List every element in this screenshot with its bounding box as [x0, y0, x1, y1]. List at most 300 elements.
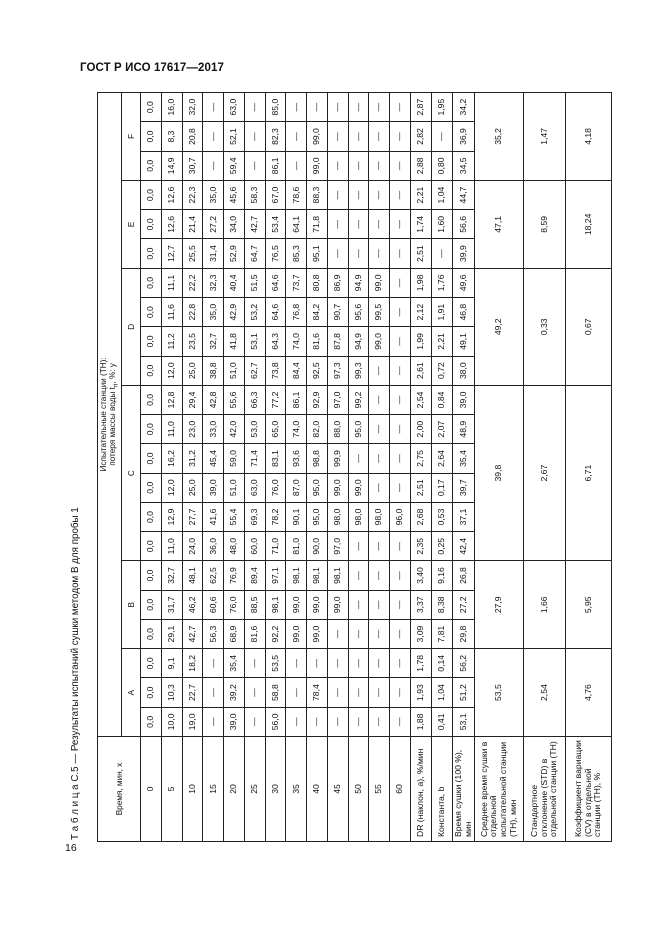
- cv-row-label: Коэффициент вариации (CV) в отдельной станции (TH), %: [566, 737, 612, 842]
- time-label: 10: [182, 737, 203, 842]
- value-cell: 66,3: [244, 385, 265, 414]
- value-cell: 0,0: [141, 590, 162, 619]
- time-row: [327, 92, 348, 841]
- results-table: [97, 92, 612, 842]
- group-header-tail: , %: y: [108, 363, 118, 384]
- constant-row: [431, 92, 452, 841]
- std-row-label: Стандартное отклонение (STD) в отдельной станции (TH): [523, 737, 565, 842]
- station-summary-cell: 8,59: [523, 180, 565, 268]
- mean-drying-row-label: Среднее время сушки в отдельной испытательной станции (TH), мин: [475, 737, 524, 842]
- station-summary-cell: 4,18: [566, 92, 612, 180]
- value-cell: 86,1: [286, 385, 307, 414]
- value-cell: 11,0: [161, 532, 182, 561]
- time-row: [182, 92, 203, 841]
- value-cell: —: [390, 590, 411, 619]
- value-cell: —: [390, 707, 411, 736]
- value-cell: 83,1: [265, 444, 286, 473]
- time-label: 25: [244, 737, 265, 842]
- value-cell: —: [390, 678, 411, 707]
- time-row: [224, 92, 245, 841]
- value-cell: 0,84: [431, 385, 452, 414]
- value-cell: —: [369, 619, 390, 648]
- value-cell: 2,64: [431, 444, 452, 473]
- value-cell: 73,8: [265, 356, 286, 385]
- value-cell: 8,3: [161, 122, 182, 151]
- rotated-table-area: [66, 92, 616, 842]
- station-summary-cell: 0,67: [566, 268, 612, 385]
- dr-row-label: DR (наклон, a), %/мин: [410, 737, 431, 842]
- value-cell: —: [286, 707, 307, 736]
- value-cell: 87,0: [286, 473, 307, 502]
- value-cell: 1,95: [431, 92, 452, 122]
- value-cell: 0,0: [141, 268, 162, 297]
- value-cell: 65,0: [265, 415, 286, 444]
- value-cell: 27,7: [182, 502, 203, 531]
- value-cell: 73,7: [286, 268, 307, 297]
- value-cell: 55,6: [224, 385, 245, 414]
- value-cell: 99,3: [348, 356, 369, 385]
- value-cell: 67,0: [265, 180, 286, 209]
- value-cell: —: [390, 122, 411, 151]
- value-cell: 25,5: [182, 239, 203, 268]
- value-cell: 42,0: [224, 415, 245, 444]
- value-cell: 1,98: [410, 268, 431, 297]
- value-cell: 1,78: [410, 649, 431, 678]
- value-cell: 48,9: [453, 415, 475, 444]
- value-cell: 64,6: [265, 268, 286, 297]
- dr-row: [410, 92, 431, 841]
- value-cell: 2,61: [410, 356, 431, 385]
- value-cell: 2,12: [410, 298, 431, 327]
- value-cell: 9,16: [431, 561, 452, 590]
- value-cell: 99,0: [369, 327, 390, 356]
- value-cell: 39,0: [203, 473, 224, 502]
- value-cell: 58,3: [244, 180, 265, 209]
- value-cell: —: [390, 180, 411, 209]
- value-cell: 0,0: [141, 532, 162, 561]
- value-cell: —: [244, 151, 265, 180]
- value-cell: —: [348, 151, 369, 180]
- value-cell: 32,0: [182, 92, 203, 122]
- value-cell: —: [369, 678, 390, 707]
- value-cell: 64,3: [265, 327, 286, 356]
- value-cell: 42,7: [182, 619, 203, 648]
- drying-time-row-label: Время сушки (100 %), мин: [453, 737, 475, 842]
- value-cell: 86,1: [265, 151, 286, 180]
- time-label: 35: [286, 737, 307, 842]
- value-cell: 12,6: [161, 210, 182, 239]
- value-cell: 0,17: [431, 473, 452, 502]
- value-cell: 99,5: [369, 298, 390, 327]
- value-cell: 39,0: [453, 385, 475, 414]
- value-cell: 98,1: [307, 561, 328, 590]
- value-cell: 56,2: [453, 649, 475, 678]
- value-cell: 98,1: [286, 561, 307, 590]
- value-cell: 9,1: [161, 649, 182, 678]
- value-cell: 2,88: [410, 151, 431, 180]
- value-cell: 68,9: [224, 619, 245, 648]
- value-cell: —: [369, 707, 390, 736]
- value-cell: 27,2: [453, 590, 475, 619]
- station-header-b: B: [122, 561, 141, 649]
- value-cell: —: [369, 415, 390, 444]
- value-cell: 42,9: [224, 298, 245, 327]
- value-cell: —: [390, 473, 411, 502]
- value-cell: 0,0: [141, 444, 162, 473]
- value-cell: 52,9: [224, 239, 245, 268]
- value-cell: —: [307, 92, 328, 122]
- value-cell: 39,7: [453, 473, 475, 502]
- value-cell: 42,4: [453, 532, 475, 561]
- value-cell: 1,60: [431, 210, 452, 239]
- value-cell: 8,38: [431, 590, 452, 619]
- value-cell: —: [369, 356, 390, 385]
- value-cell: 1,99: [410, 327, 431, 356]
- value-cell: —: [327, 122, 348, 151]
- value-cell: 48,0: [224, 532, 245, 561]
- value-cell: 46,8: [453, 298, 475, 327]
- value-cell: 1,04: [431, 678, 452, 707]
- value-cell: 88,3: [307, 180, 328, 209]
- station-header-a: A: [122, 649, 141, 737]
- stations-row: [122, 92, 141, 841]
- value-cell: 99,0: [327, 473, 348, 502]
- value-cell: 0,0: [141, 649, 162, 678]
- value-cell: 14,9: [161, 151, 182, 180]
- time-label: 30: [265, 737, 286, 842]
- value-cell: —: [390, 298, 411, 327]
- value-cell: 0,0: [141, 473, 162, 502]
- value-cell: 85,0: [265, 92, 286, 122]
- time-row: [348, 92, 369, 841]
- value-cell: 99,2: [348, 385, 369, 414]
- value-cell: 11,1: [161, 268, 182, 297]
- value-cell: 22,7: [182, 678, 203, 707]
- value-cell: 92,5: [307, 356, 328, 385]
- value-cell: 38,0: [453, 356, 475, 385]
- value-cell: —: [390, 327, 411, 356]
- time-row: [265, 92, 286, 841]
- value-cell: 49,6: [453, 268, 475, 297]
- value-cell: 12,0: [161, 473, 182, 502]
- value-cell: 1,76: [431, 268, 452, 297]
- station-summary-cell: 53,5: [475, 649, 524, 737]
- group-header-text: потеря массы воды t: [108, 387, 118, 466]
- drying-time-row: [453, 92, 475, 841]
- value-cell: 99,0: [286, 619, 307, 648]
- value-cell: 53,2: [244, 298, 265, 327]
- value-cell: 0,0: [141, 151, 162, 180]
- value-cell: —: [348, 180, 369, 209]
- value-cell: 10,3: [161, 678, 182, 707]
- value-cell: —: [348, 561, 369, 590]
- value-cell: 0,0: [141, 180, 162, 209]
- value-cell: 39,9: [453, 239, 475, 268]
- value-cell: 88,0: [327, 415, 348, 444]
- value-cell: 33,0: [203, 415, 224, 444]
- value-cell: 11,6: [161, 298, 182, 327]
- value-cell: —: [369, 151, 390, 180]
- value-cell: —: [286, 649, 307, 678]
- station-summary-cell: 4,76: [566, 649, 612, 737]
- value-cell: 99,0: [369, 268, 390, 297]
- value-cell: 1,93: [410, 678, 431, 707]
- value-cell: —: [348, 678, 369, 707]
- value-cell: 60,6: [203, 590, 224, 619]
- station-summary-cell: 0,33: [523, 268, 565, 385]
- value-cell: 64,7: [244, 239, 265, 268]
- value-cell: —: [369, 444, 390, 473]
- value-cell: —: [369, 180, 390, 209]
- value-cell: —: [390, 210, 411, 239]
- value-cell: 51,0: [224, 473, 245, 502]
- station-header-e: E: [122, 180, 141, 268]
- value-cell: 2,21: [410, 180, 431, 209]
- value-cell: 36,9: [453, 122, 475, 151]
- value-cell: —: [390, 385, 411, 414]
- value-cell: —: [348, 210, 369, 239]
- value-cell: 41,8: [224, 327, 245, 356]
- value-cell: 10,0: [161, 707, 182, 736]
- value-cell: 98,0: [327, 502, 348, 531]
- value-cell: 76,0: [224, 590, 245, 619]
- value-cell: —: [203, 92, 224, 122]
- value-cell: 24,0: [182, 532, 203, 561]
- value-cell: 1,04: [431, 180, 452, 209]
- value-cell: 2,21: [431, 327, 452, 356]
- value-cell: 94,9: [348, 327, 369, 356]
- time-row: [244, 92, 265, 841]
- time-label: 5: [161, 737, 182, 842]
- value-cell: —: [431, 122, 452, 151]
- value-cell: 92,2: [265, 619, 286, 648]
- value-cell: 71,0: [265, 532, 286, 561]
- time-row: [390, 92, 411, 841]
- value-cell: 58,8: [265, 678, 286, 707]
- value-cell: —: [244, 649, 265, 678]
- value-cell: 95,0: [348, 415, 369, 444]
- value-cell: 2,00: [410, 415, 431, 444]
- value-cell: 97,3: [327, 356, 348, 385]
- cv-row: [566, 92, 612, 841]
- value-cell: 23,5: [182, 327, 203, 356]
- value-cell: 76,5: [265, 239, 286, 268]
- value-cell: 0,41: [431, 707, 452, 736]
- value-cell: —: [369, 532, 390, 561]
- time-row: [161, 92, 182, 841]
- value-cell: 0,0: [141, 327, 162, 356]
- value-cell: 89,4: [244, 561, 265, 590]
- value-cell: 22,2: [182, 268, 203, 297]
- value-cell: 0,0: [141, 619, 162, 648]
- document-header: ГОСТ Р ИСО 17617—2017: [80, 62, 225, 74]
- value-cell: —: [327, 210, 348, 239]
- value-cell: 45,4: [203, 444, 224, 473]
- value-cell: 76,0: [265, 473, 286, 502]
- value-cell: 99,0: [307, 151, 328, 180]
- time-row: [307, 92, 328, 841]
- value-cell: 36,0: [203, 532, 224, 561]
- value-cell: 53,0: [244, 415, 265, 444]
- value-cell: 40,4: [224, 268, 245, 297]
- station-summary-cell: 18,24: [566, 180, 612, 268]
- value-cell: 2,82: [410, 122, 431, 151]
- station-summary-cell: 39,8: [475, 385, 524, 561]
- value-cell: 74,0: [286, 415, 307, 444]
- value-cell: 0,0: [141, 122, 162, 151]
- value-cell: —: [327, 619, 348, 648]
- value-cell: 0,0: [141, 356, 162, 385]
- value-cell: 97,0: [327, 385, 348, 414]
- value-cell: 98,1: [265, 590, 286, 619]
- value-cell: —: [203, 678, 224, 707]
- time-label: 50: [348, 737, 369, 842]
- value-cell: 0,0: [141, 678, 162, 707]
- value-cell: 25,0: [182, 356, 203, 385]
- value-cell: 44,7: [453, 180, 475, 209]
- value-cell: —: [327, 92, 348, 122]
- value-cell: 81,6: [244, 619, 265, 648]
- value-cell: 2,35: [410, 532, 431, 561]
- value-cell: 12,0: [161, 356, 182, 385]
- station-summary-cell: 2,54: [523, 649, 565, 737]
- value-cell: —: [390, 619, 411, 648]
- value-cell: 51,0: [224, 356, 245, 385]
- value-cell: 11,0: [161, 415, 182, 444]
- value-cell: 12,6: [161, 180, 182, 209]
- table-container: [97, 93, 612, 842]
- value-cell: 31,7: [161, 590, 182, 619]
- value-cell: 31,2: [182, 444, 203, 473]
- value-cell: 88,5: [244, 590, 265, 619]
- value-cell: —: [369, 92, 390, 122]
- time-label: 40: [307, 737, 328, 842]
- value-cell: 31,4: [203, 239, 224, 268]
- value-cell: —: [390, 356, 411, 385]
- value-cell: 34,2: [453, 92, 475, 122]
- value-cell: 22,3: [182, 180, 203, 209]
- value-cell: 0,0: [141, 385, 162, 414]
- value-cell: 77,2: [265, 385, 286, 414]
- time-label: 20: [224, 737, 245, 842]
- value-cell: 59,4: [224, 151, 245, 180]
- value-cell: 76,8: [286, 298, 307, 327]
- time-label: 60: [390, 737, 411, 842]
- value-cell: 32,7: [203, 327, 224, 356]
- station-header-d: D: [122, 268, 141, 385]
- value-cell: —: [390, 268, 411, 297]
- value-cell: 95,1: [307, 239, 328, 268]
- value-cell: 59,0: [224, 444, 245, 473]
- value-cell: —: [390, 561, 411, 590]
- stations-group-header: [98, 92, 122, 736]
- station-summary-cell: 35,2: [475, 92, 524, 180]
- value-cell: —: [348, 649, 369, 678]
- station-summary-cell: 2,67: [523, 385, 565, 561]
- value-cell: —: [307, 707, 328, 736]
- value-cell: —: [203, 707, 224, 736]
- value-cell: —: [286, 151, 307, 180]
- time-label: 55: [369, 737, 390, 842]
- time-label: 0: [141, 737, 162, 842]
- value-cell: 2,51: [410, 473, 431, 502]
- value-cell: —: [390, 444, 411, 473]
- value-cell: 98,8: [307, 444, 328, 473]
- station-header-c: C: [122, 385, 141, 561]
- value-cell: 99,0: [307, 619, 328, 648]
- value-cell: 96,0: [390, 502, 411, 531]
- time-row: [369, 92, 390, 841]
- value-cell: 0,0: [141, 210, 162, 239]
- value-cell: 11,2: [161, 327, 182, 356]
- station-summary-cell: 6,71: [566, 385, 612, 561]
- value-cell: 99,0: [307, 590, 328, 619]
- value-cell: 29,4: [182, 385, 203, 414]
- value-cell: 56,6: [453, 210, 475, 239]
- value-cell: 30,7: [182, 151, 203, 180]
- value-cell: 0,53: [431, 502, 452, 531]
- value-cell: —: [327, 180, 348, 209]
- value-cell: 60,0: [244, 532, 265, 561]
- value-cell: —: [203, 122, 224, 151]
- table-caption: Т а б л и ц а С.5 — Результаты испытаний сушки методом В для пробы 1: [70, 507, 81, 840]
- value-cell: —: [431, 239, 452, 268]
- value-cell: 29,8: [453, 619, 475, 648]
- value-cell: 35,4: [453, 444, 475, 473]
- value-cell: 69,3: [244, 502, 265, 531]
- value-cell: 71,4: [244, 444, 265, 473]
- value-cell: 90,7: [327, 298, 348, 327]
- value-cell: —: [327, 707, 348, 736]
- time-row: [203, 92, 224, 841]
- value-cell: 3,40: [410, 561, 431, 590]
- time-label: 45: [327, 737, 348, 842]
- value-cell: 32,3: [203, 268, 224, 297]
- value-cell: 41,6: [203, 502, 224, 531]
- value-cell: 29,1: [161, 619, 182, 648]
- value-cell: 0,80: [431, 151, 452, 180]
- value-cell: 82,3: [265, 122, 286, 151]
- value-cell: 99,0: [327, 590, 348, 619]
- value-cell: 56,0: [265, 707, 286, 736]
- group-header-line1: Испытательные станции (TH):: [99, 357, 109, 472]
- value-cell: 1,91: [431, 298, 452, 327]
- value-cell: —: [244, 122, 265, 151]
- value-cell: 34,0: [224, 210, 245, 239]
- value-cell: 0,0: [141, 415, 162, 444]
- value-cell: 12,7: [161, 239, 182, 268]
- time-row: [141, 92, 162, 841]
- value-cell: 2,51: [410, 239, 431, 268]
- value-cell: 0,14: [431, 649, 452, 678]
- value-cell: 86,9: [327, 268, 348, 297]
- value-cell: 98,1: [327, 561, 348, 590]
- value-cell: 95,6: [348, 298, 369, 327]
- value-cell: —: [369, 385, 390, 414]
- value-cell: —: [244, 707, 265, 736]
- value-cell: 37,1: [453, 502, 475, 531]
- value-cell: —: [327, 239, 348, 268]
- value-cell: 78,6: [286, 180, 307, 209]
- value-cell: 35,4: [224, 649, 245, 678]
- value-cell: 87,8: [327, 327, 348, 356]
- value-cell: 53,1: [453, 707, 475, 736]
- value-cell: 42,7: [244, 210, 265, 239]
- value-cell: 3,09: [410, 619, 431, 648]
- value-cell: 98,0: [348, 502, 369, 531]
- value-cell: 64,1: [286, 210, 307, 239]
- value-cell: —: [369, 122, 390, 151]
